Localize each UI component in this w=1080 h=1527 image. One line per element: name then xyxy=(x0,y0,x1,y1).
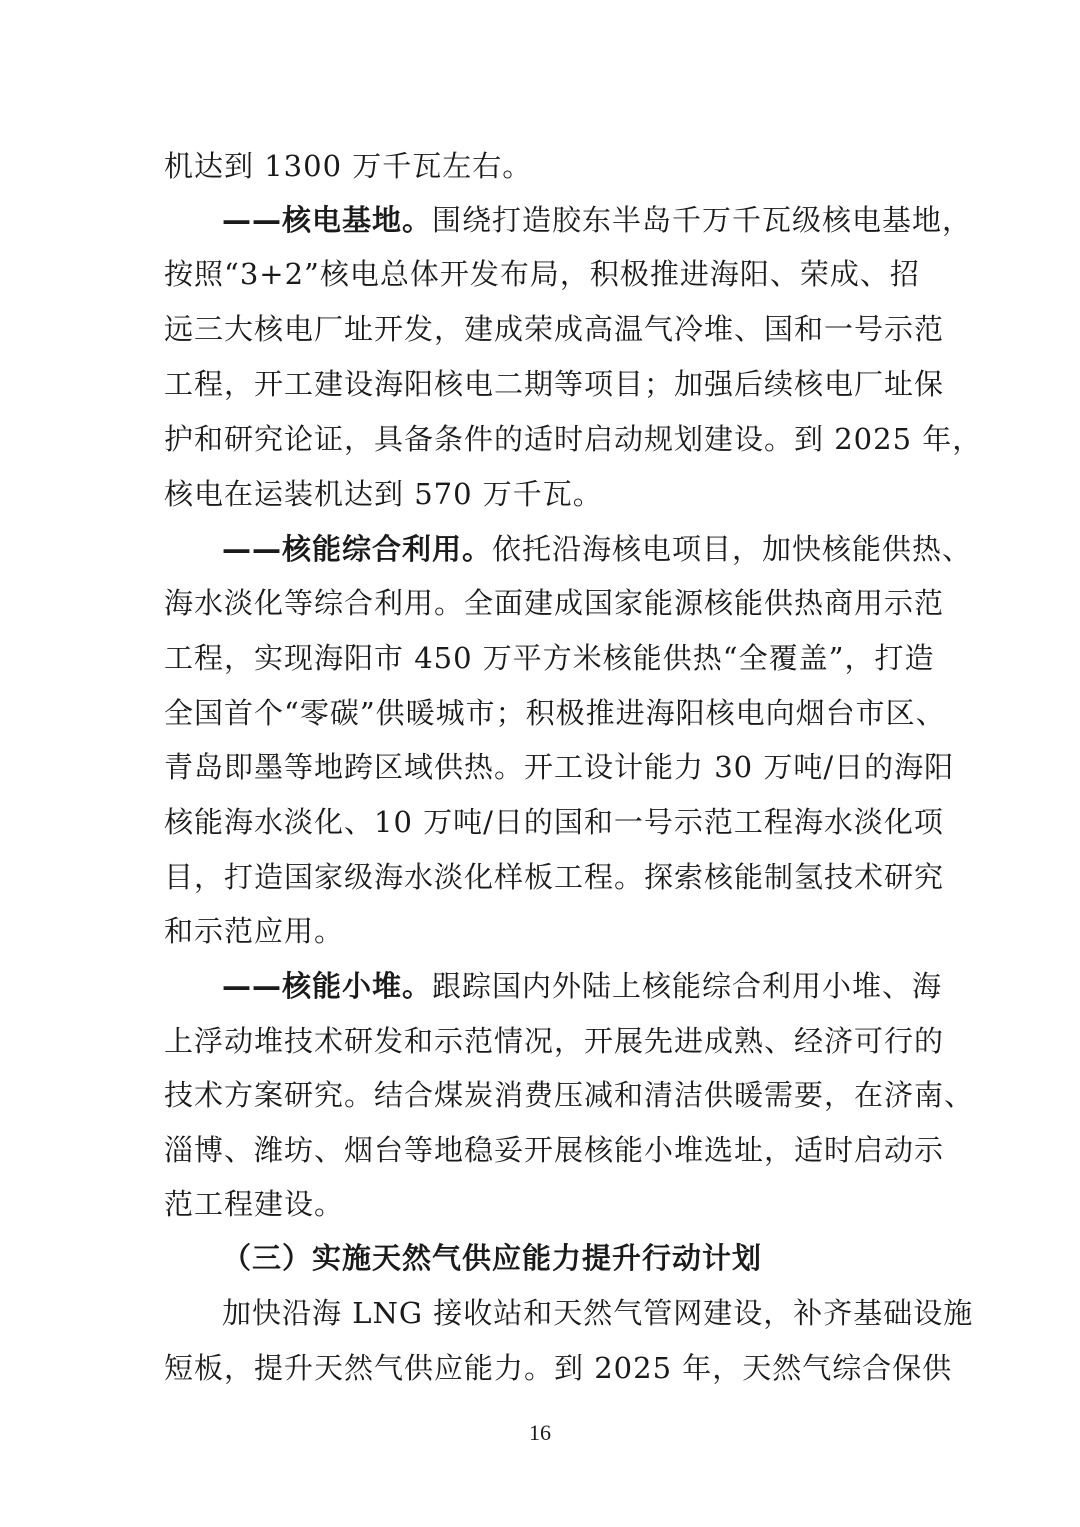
line-text: 工程，实现海阳市 450 万平方米核能供热“全覆盖”，打造 xyxy=(164,641,935,675)
line-text: 依托沿海核电项目，加快核能供热、 xyxy=(492,532,973,566)
section-heading xyxy=(222,1238,924,1278)
line-text: 目，打造国家级海水淡化样板工程。探索核能制氢技术研究 xyxy=(164,860,945,894)
line-text: 淄博、潍坊、烟台等地稳妥开展核能小堆选址，适时启动示 xyxy=(164,1133,945,1167)
item-lead: ——核能综合利用。 xyxy=(222,532,493,566)
text-line xyxy=(164,911,924,951)
line-text: 远三大核电厂址开发，建成荣成高温气冷堆、国和一号示范 xyxy=(164,312,945,346)
line-text: 上浮动堆技术研发和示范情况，开展先进成熟、经济可行的 xyxy=(164,1024,945,1058)
text-line xyxy=(164,146,924,186)
text-line xyxy=(164,364,945,404)
text-line xyxy=(164,638,935,678)
line-text: 海水淡化等综合利用。全面建成国家能源核能供热商用示范 xyxy=(164,586,945,620)
text-line xyxy=(164,474,924,514)
text-line xyxy=(164,693,946,733)
line-text: 青岛即墨等地跨区域供热。开工设计能力 30 万吨/日的海阳 xyxy=(164,750,955,784)
line-text: 核电在运装机达到 570 万千瓦。 xyxy=(164,477,603,511)
section-heading-text: （三）实施天然气供应能力提升行动计划 xyxy=(222,1241,763,1275)
item-lead: ——核电基地。 xyxy=(222,203,433,237)
text-line xyxy=(222,1293,974,1333)
line-text: 加快沿海 LNG 接收站和天然气管网建设，补齐基础设施 xyxy=(222,1296,974,1330)
text-line xyxy=(164,1075,975,1115)
line-text: 按照“3+2”核电总体开发布局，积极推进海阳、荣成、招 xyxy=(164,257,920,291)
line-text: 短板，提升天然气供应能力。到 2025 年，天然气综合保供 xyxy=(164,1351,953,1385)
item-lead: ——核能小堆。 xyxy=(222,969,433,1003)
text-line xyxy=(164,1184,924,1224)
line-text: 范工程建设。 xyxy=(164,1187,345,1221)
line-text: 围绕打造胶东半岛千万千瓦级核电基地， xyxy=(432,203,973,237)
line-text: 跟踪国内外陆上核能综合利用小堆、海 xyxy=(432,969,943,1003)
page-number: 16 xyxy=(529,1420,551,1445)
text-line xyxy=(222,529,973,569)
text-line xyxy=(164,583,945,623)
line-text: 机达到 1300 万千瓦左右。 xyxy=(164,149,533,183)
line-text: 全国首个“零碳”供暖城市；积极推进海阳核电向烟台市区、 xyxy=(164,696,946,730)
line-text: 核能海水淡化、10 万吨/日的国和一号示范工程海水淡化项 xyxy=(164,805,944,839)
text-line xyxy=(164,1021,945,1061)
line-text: 工程，开工建设海阳核电二期等项目；加强后续核电厂址保 xyxy=(164,367,945,401)
text-line xyxy=(164,1130,945,1170)
text-line xyxy=(164,309,945,349)
text-line xyxy=(164,419,983,459)
line-text: 护和研究论证，具备条件的适时启动规划建设。到 2025 年， xyxy=(164,422,983,456)
line-text: 和示范应用。 xyxy=(164,914,345,948)
text-line xyxy=(222,200,973,240)
text-line xyxy=(164,802,944,842)
text-line xyxy=(164,747,955,787)
text-line xyxy=(164,857,945,897)
text-line xyxy=(164,254,924,294)
text-line xyxy=(222,966,943,1006)
line-text: 技术方案研究。结合煤炭消费压减和清洁供暖需要，在济南、 xyxy=(164,1078,975,1112)
text-line xyxy=(164,1348,953,1388)
